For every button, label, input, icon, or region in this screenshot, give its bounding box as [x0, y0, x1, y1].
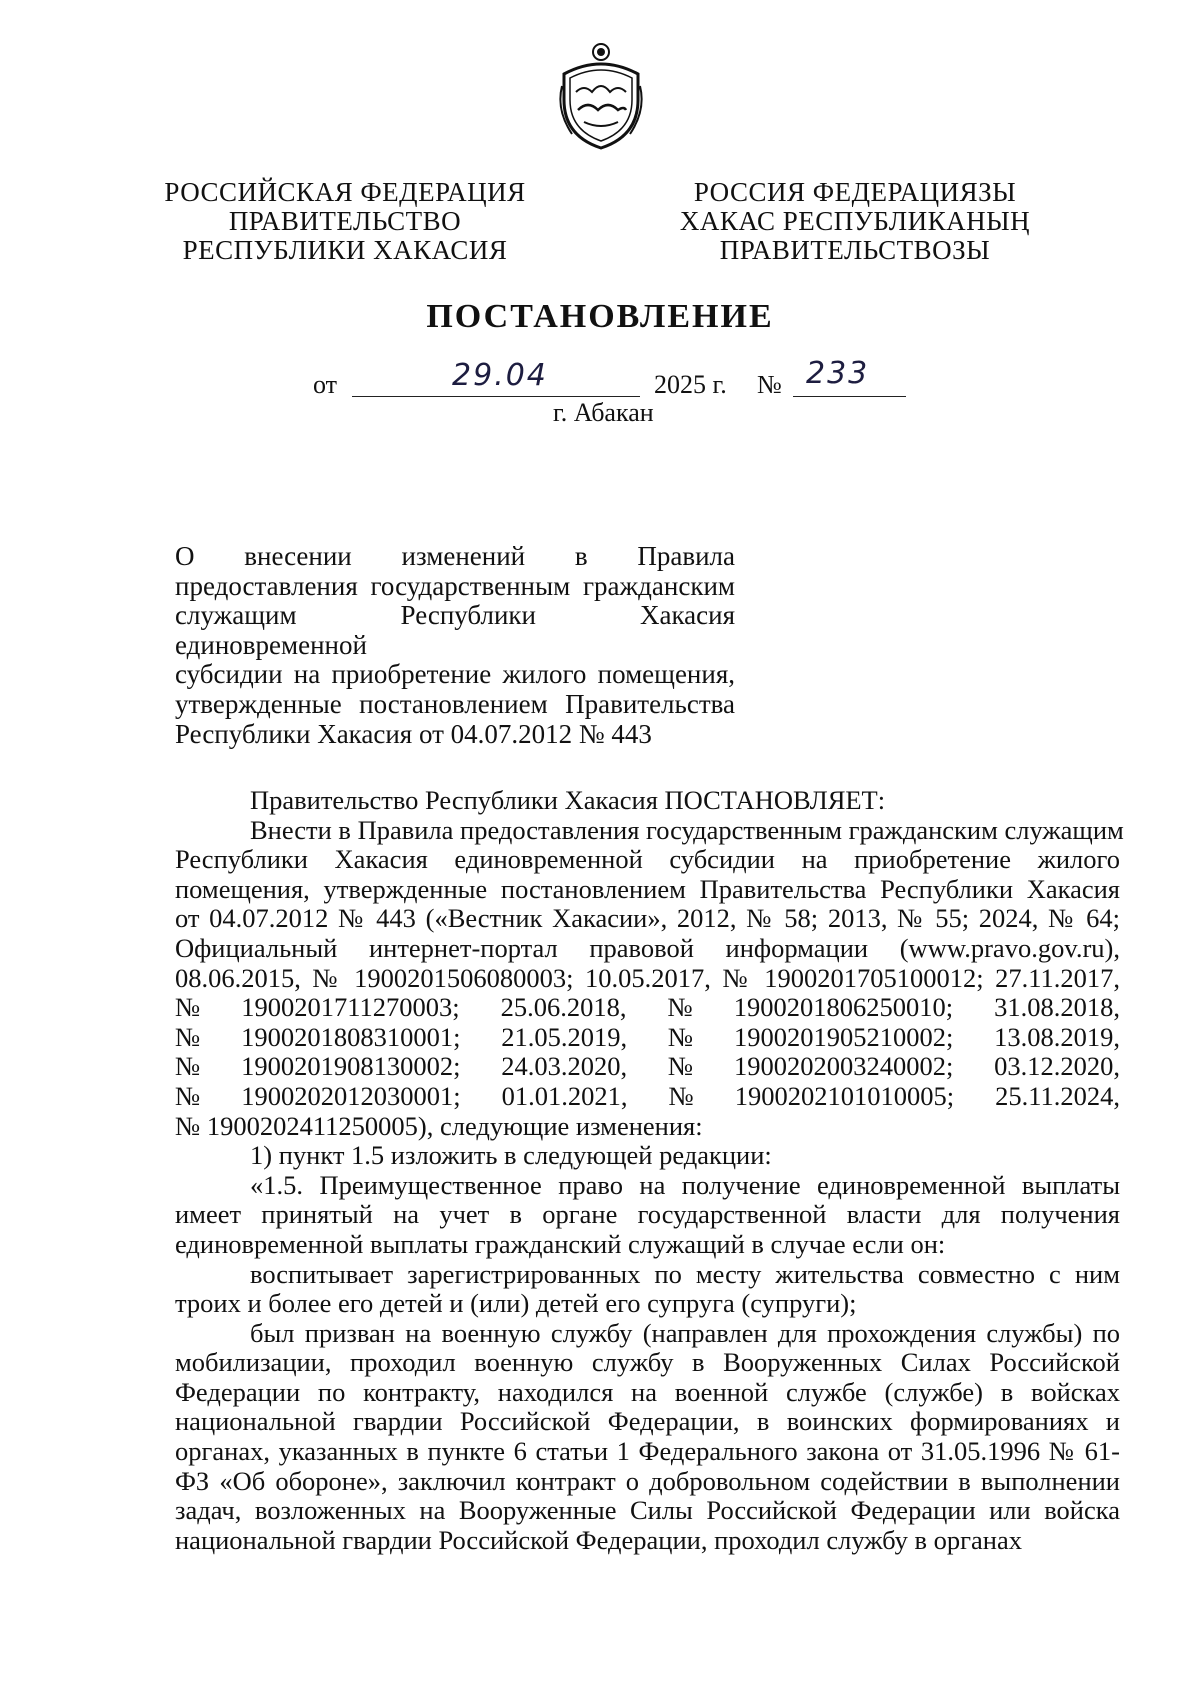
- handwritten-date: 29.04: [452, 358, 548, 393]
- coat-of-arms-emblem: [554, 40, 648, 152]
- row-cell: 01.01.2021,: [501, 1080, 628, 1111]
- registration-row: [175, 1082, 1120, 1112]
- row-cell: №: [667, 992, 693, 1023]
- row-cell: 1900201808310001;: [241, 1021, 461, 1052]
- resolution-subject: [175, 542, 735, 749]
- item-1: 1) пункт 1.5 изложить в следующей редакции:: [250, 1140, 772, 1171]
- row-cell: 1900202003240002;: [733, 1051, 954, 1082]
- handwritten-number: 233: [806, 356, 870, 391]
- p1-line-2: Республики Хакасия единовременной субсидии на приобретение жилого: [175, 844, 1120, 875]
- paragraph-large-family: воспитывает зарегистрированных по месту жительства совместно с ним троих и более его детей и (или) детей его супруга (супруги);: [175, 1258, 1120, 1319]
- row-cell: 1900202012030001;: [241, 1080, 461, 1111]
- header-russian: [150, 178, 540, 265]
- row-cell: №: [668, 1080, 694, 1111]
- date-prefix: от: [313, 370, 338, 399]
- row-cell: 31.08.2018,: [994, 992, 1120, 1023]
- row-cell: 24.03.2020,: [501, 1051, 628, 1082]
- p1-line-1: Внести в Правила предоставления государственным гражданским служащим: [250, 814, 1124, 845]
- row-cell: 25.06.2018,: [500, 992, 627, 1023]
- subject-line-6: Республики Хакасия от 04.07.2012 № 443: [175, 718, 652, 749]
- subject-line-1: О внесении изменений в Правила: [175, 541, 735, 571]
- row-cell: 1900201711270003;: [241, 992, 460, 1023]
- registration-row: [175, 1023, 1120, 1053]
- p1-line-5: Официальный интернет-портал правовой информации (www.pravo.gov.ru),: [175, 932, 1120, 963]
- p1-line-3: помещения, утвержденные постановлением Правительства Республики Хакасия: [175, 873, 1120, 904]
- row-cell: 1900201908130002;: [241, 1051, 461, 1082]
- p1-line-6: 08.06.2015, № 1900201506080003; 10.05.2017, № 1900201705100012; 27.11.2017,: [175, 962, 1120, 993]
- row-cell: №: [175, 1021, 201, 1052]
- row-cell: 13.08.2019,: [994, 1021, 1120, 1052]
- subject-line-5: утвержденные постановлением Правительства: [175, 688, 735, 719]
- paragraph-amendment: [175, 814, 1124, 1142]
- header-right-line-2: ХАКАС РЕСПУБЛИКАНЫҢ: [679, 206, 1031, 236]
- subject-line-4: субсидии на приобретение жилого помещения,: [175, 659, 735, 690]
- subject-line-3: служащим Республики Хакасия единовременной: [175, 600, 735, 660]
- row-cell: №: [175, 1051, 201, 1082]
- row-cell: №: [175, 1080, 201, 1111]
- paragraph-1-5: «1.5. Преимущественное право на получение единовременной выплаты имеет принятый на учет в органе государственной власти для получения единовременной выплаты гражданский служащий в случае если он:: [175, 1169, 1120, 1259]
- header-right-line-3: ПРАВИТЕЛЬСТВОЗЫ: [719, 235, 991, 265]
- p1-line-4: от 04.07.2012 № 443 («Вестник Хакасии», 2012, № 58; 2013, № 55; 2024, № 64;: [175, 903, 1120, 934]
- row-cell: №: [667, 1021, 694, 1052]
- header-right-line-1: РОССИЯ ФЕДЕРАЦИЯЗЫ: [693, 177, 1017, 207]
- row-cell: №: [175, 992, 201, 1023]
- registration-row: [175, 993, 1120, 1023]
- document-type-title: ПОСТАНОВЛЕНИЕ: [426, 298, 774, 335]
- paragraph-military-service: был призван на военную службу (направлен для прохождения службы) по мобилизации, проходил военную службу в Вооруженных Силах Российской Федерации по контракту, находился на военной службе (службе) в войсках национальной гвардии Российской Федерации, в воинских формированиях и органах, указанных в пункте 6 статьи 1 Федерального закона от 31.05.1996 № 61-ФЗ «Об обороне», заключил контракт о добровольном содействии в выполнении задач, возложенных на Вооруженные Силы Российской Федерации или войска национальной гвардии Российской Федерации, проходил службу в органах: [175, 1317, 1120, 1555]
- header-khakas: [660, 178, 1050, 265]
- intro-paragraph: Правительство Республики Хакасия ПОСТАНОВЛЯЕТ:: [250, 785, 886, 815]
- resolution-body: [175, 785, 1124, 1555]
- subject-line-2: предоставления государственным гражданским: [175, 570, 735, 601]
- row-cell: №: [667, 1051, 694, 1082]
- row-cell: 25.11.2024,: [995, 1080, 1120, 1111]
- registration-row: [175, 1052, 1120, 1082]
- header-left-line-2: ПРАВИТЕЛЬСТВО: [228, 206, 462, 236]
- row-cell: 1900202101010005;: [734, 1080, 955, 1111]
- p1-ending: № 1900202411250005), следующие изменения:: [175, 1110, 703, 1141]
- header-left-line-3: РЕСПУБЛИКИ ХАКАСИЯ: [182, 235, 508, 265]
- row-cell: 21.05.2019,: [501, 1021, 628, 1052]
- number-label: №: [757, 370, 782, 399]
- row-cell: 03.12.2020,: [994, 1051, 1120, 1082]
- row-cell: 1900201806250010;: [733, 992, 954, 1023]
- city-name: г. Абакан: [553, 398, 654, 427]
- row-cell: 1900201905210002;: [733, 1021, 954, 1052]
- year-label: 2025 г.: [654, 370, 727, 399]
- header-left-line-1: РОССИЙСКАЯ ФЕДЕРАЦИЯ: [164, 177, 526, 207]
